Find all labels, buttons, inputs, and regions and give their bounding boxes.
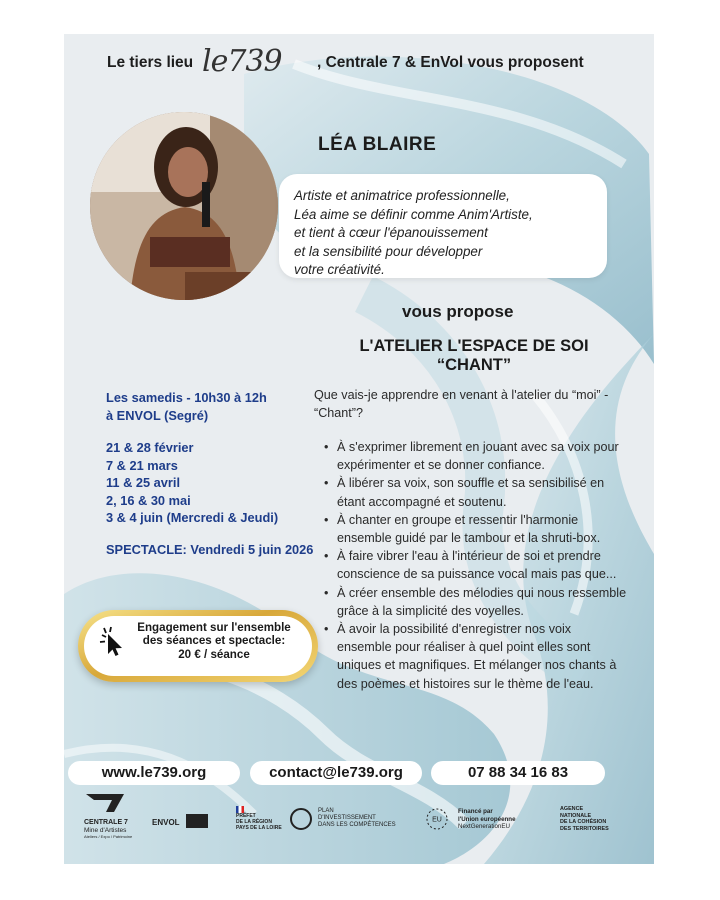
bullet-item: • À avoir la possibilité d'enregistrer nos voix ensemble pour réaliser à quel point elles sont uniques et magnifiques. Et mélanger nos chants à des poèmes et histoires sur le thème de l'eau.	[324, 622, 617, 691]
atelier-title	[324, 337, 624, 375]
poster	[64, 34, 654, 864]
envol-logo: ENVOL	[152, 812, 208, 830]
bullet-item: • À s'exprimer librement en jouant avec sa voix pour expérimenter et se donner confiance.	[324, 440, 619, 473]
centrale7-logo: CENTRALE 7 Mine d'Artistes Ateliers / Expo / Patrimoine	[84, 792, 134, 839]
date-item: 7 & 21 mars	[106, 457, 178, 473]
engagement-line: Engagement sur l'ensemble	[137, 621, 291, 634]
question-line: “Chant”?	[314, 406, 363, 420]
partner-logos: CENTRALE 7 Mine d'Artistes Ateliers / Expo / Patrimoine ENVOL PRÉFET DE LA RÉGION PAYS DE LA LOIRE PLAN D'INVESTISSEMENT DANS LES COMPÉTENCES EU Financé par l'Union européenne NextGenerationEU AGENCE NATIONALE DE LA COHÉSION DES TERRITOIRES	[64, 792, 654, 852]
engagement-price: 20 € / séance	[178, 647, 250, 661]
eu-flag-icon	[424, 808, 450, 830]
date-item: 21 & 28 février	[106, 440, 194, 455]
email-link[interactable]: contact@le739.org	[250, 761, 422, 785]
bullet-item: • À libérer sa voix, son souffle et sa sensibilisé en étant accompagné et soutenu.	[324, 476, 605, 509]
bullet-item: • À faire vibrer l'eau à l'intérieur de soi et prendre conscience de sa puissance vocal mais pas que...	[324, 549, 617, 582]
artist-name: LÉA BLAIRE	[318, 134, 437, 155]
bullet-dot-icon: •	[324, 585, 329, 600]
session-dates	[106, 439, 278, 527]
schedule-time: Les samedis - 10h30 à 12h	[106, 390, 267, 405]
bio-line: et tient à cœur l'épanouissement	[294, 225, 488, 240]
artist-photo	[90, 112, 278, 300]
engagement-line: des séances et spectacle:	[142, 634, 286, 648]
schedule-location: à ENVOL (Segré)	[106, 407, 209, 423]
agence-cohesion-logo: AGENCE NATIONALE DE LA COHÉSION DES TERRITOIRES	[560, 806, 609, 832]
click-cursor-icon	[96, 626, 126, 658]
marianne-flag-icon	[236, 806, 244, 813]
schedule-info	[106, 389, 267, 424]
bullet-dot-icon: •	[324, 549, 329, 564]
artist-bio-card	[279, 174, 607, 278]
le739-handwritten-logo: le739	[202, 44, 282, 79]
date-item: 11 & 25 avril	[106, 475, 180, 491]
bio-line: Léa aime se définir comme Anim'Artiste,	[294, 206, 533, 222]
bullet-dot-icon: •	[324, 476, 329, 491]
bio-line: votre créativité.	[294, 262, 385, 277]
eu-funding-logo: EU Financé par l'Union européenne NextGenerationEU	[424, 808, 450, 835]
bullet-dot-icon: •	[324, 622, 329, 637]
website-link[interactable]: www.le739.org	[68, 761, 240, 785]
header-suffix: , Centrale 7 & EnVol vous proposent	[317, 54, 584, 71]
bullet-dot-icon: •	[324, 512, 329, 527]
bio-line: et la sensibilité pour développer	[294, 243, 483, 259]
date-item: 3 & 4 juin (Mercredi & Jeudi)	[106, 510, 279, 526]
date-item: 2, 16 & 30 mai	[106, 492, 191, 508]
bullet-dot-icon: •	[324, 440, 329, 454]
prefet-logo: PRÉFET DE LA RÉGION PAYS DE LA LOIRE	[236, 806, 286, 831]
learning-bullet-list	[314, 438, 649, 693]
question-line: Que vais-je apprendre en venant à l'atelier du “moi” -	[314, 388, 609, 402]
atelier-question	[314, 386, 614, 422]
centrale7-mark-icon	[84, 792, 128, 814]
bullet-item: • À chanter en groupe et ressentir l'harmonie ensemble guidé par le tambour et la shruti-box.	[324, 512, 601, 546]
phone-number[interactable]: 07 88 34 16 83	[431, 761, 605, 785]
engagement-price-badge	[78, 610, 318, 682]
atelier-title-line1: L'ATELIER L'ESPACE DE SOI	[359, 337, 589, 355]
atelier-title-line2: “CHANT”	[436, 356, 512, 374]
spectacle-date: SPECTACLE: Vendredi 5 juin 2026	[106, 542, 314, 557]
vous-propose-heading: vous propose	[402, 302, 514, 321]
plan-circle-icon	[290, 808, 312, 830]
bullet-item: • À créer ensemble des mélodies qui nous ressemble grâce à la simplicité des voyelles.	[324, 585, 627, 618]
svg-text:EU: EU	[432, 816, 442, 824]
bio-line: Artiste et animatrice professionnelle,	[294, 188, 510, 203]
header-prefix: Le tiers lieu	[107, 54, 194, 71]
envol-mark-icon	[186, 814, 208, 828]
